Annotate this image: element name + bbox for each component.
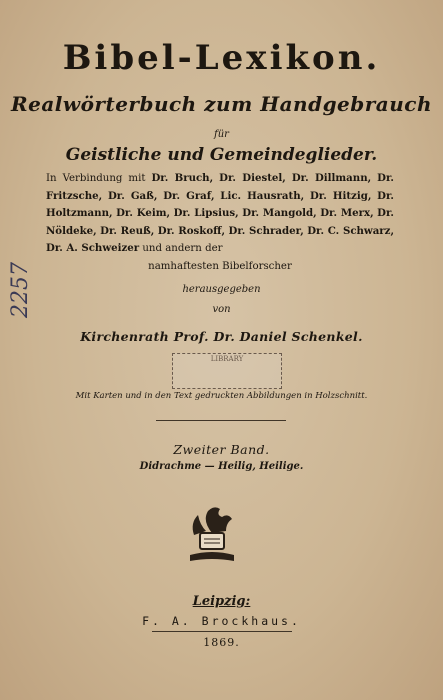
maps-note: Mit Karten und in den Text gedruckten Abbildungen in Holzschnitt. xyxy=(75,391,368,401)
herausgegeben-text: herausgegeben xyxy=(182,284,261,295)
editor-name: Kirchenrath Prof. Dr. Daniel Schenkel. xyxy=(80,329,363,344)
book-title: Bibel-Lexikon. xyxy=(62,38,381,78)
contributor-name: Lic. Hausrath, xyxy=(220,189,305,202)
contributor-name: Dr. Bruch, xyxy=(151,172,214,184)
contributor-name: Dr. Graf, xyxy=(163,189,215,202)
audience-line: Geistliche und Gemeindeglieder. xyxy=(65,145,378,165)
contributor-name: Dr. Fritzsche, xyxy=(46,172,394,202)
library-stamp: LIBRARY xyxy=(172,353,282,389)
publisher-rule xyxy=(152,631,292,632)
contributor-name: Dr. Nöldeke, xyxy=(46,207,394,237)
for-text: für xyxy=(214,129,229,140)
contributor-name: Dr. Roskoff, xyxy=(157,224,226,237)
handwritten-margin-note: 2257 xyxy=(8,262,33,318)
contributors-last-line: namhaftesten Bibelforscher xyxy=(148,260,292,272)
contributor-name: Dr. A. Schweizer xyxy=(46,242,140,254)
publisher-name: F. A. Brockhaus. xyxy=(142,614,301,628)
publication-place: Leipzig: xyxy=(192,594,251,609)
contributor-names xyxy=(46,173,394,254)
contributor-name: Dr. Mangold, xyxy=(242,207,317,219)
volume-range: Didrachme — Heilig, Heilige. xyxy=(139,461,304,472)
contributor-name: Dr. Gaß, xyxy=(107,189,158,202)
publication-year: 1869. xyxy=(203,636,240,649)
von-text: von xyxy=(212,304,231,315)
contributor-name: Dr. Diestel, xyxy=(219,172,286,184)
contributor-name: Dr. Merx, xyxy=(320,207,374,219)
contributor-name: Dr. Hitzig, xyxy=(309,189,372,202)
contributor-name: Dr. Lipsius, xyxy=(173,207,239,219)
contributors-outro: und andern der xyxy=(142,243,223,254)
contributor-name: Dr. C. Schwarz, xyxy=(307,224,394,237)
contributor-name: Dr. Holtzmann, xyxy=(46,189,394,219)
contributor-name: Dr. Dillmann, xyxy=(291,172,372,184)
contributor-name: Dr. Reuß, xyxy=(100,224,155,237)
contributor-name: Dr. Keim, xyxy=(116,207,171,219)
griffin-emblem-icon xyxy=(182,503,242,565)
volume-label: Zweiter Band. xyxy=(173,442,270,457)
book-subtitle: Realwörterbuch zum Handgebrauch xyxy=(10,92,433,116)
contributor-name: Dr. Schrader, xyxy=(228,224,304,237)
contributors-block xyxy=(46,170,394,275)
contributors-intro: In Verbindung mit xyxy=(46,173,146,184)
divider-rule xyxy=(156,420,286,421)
